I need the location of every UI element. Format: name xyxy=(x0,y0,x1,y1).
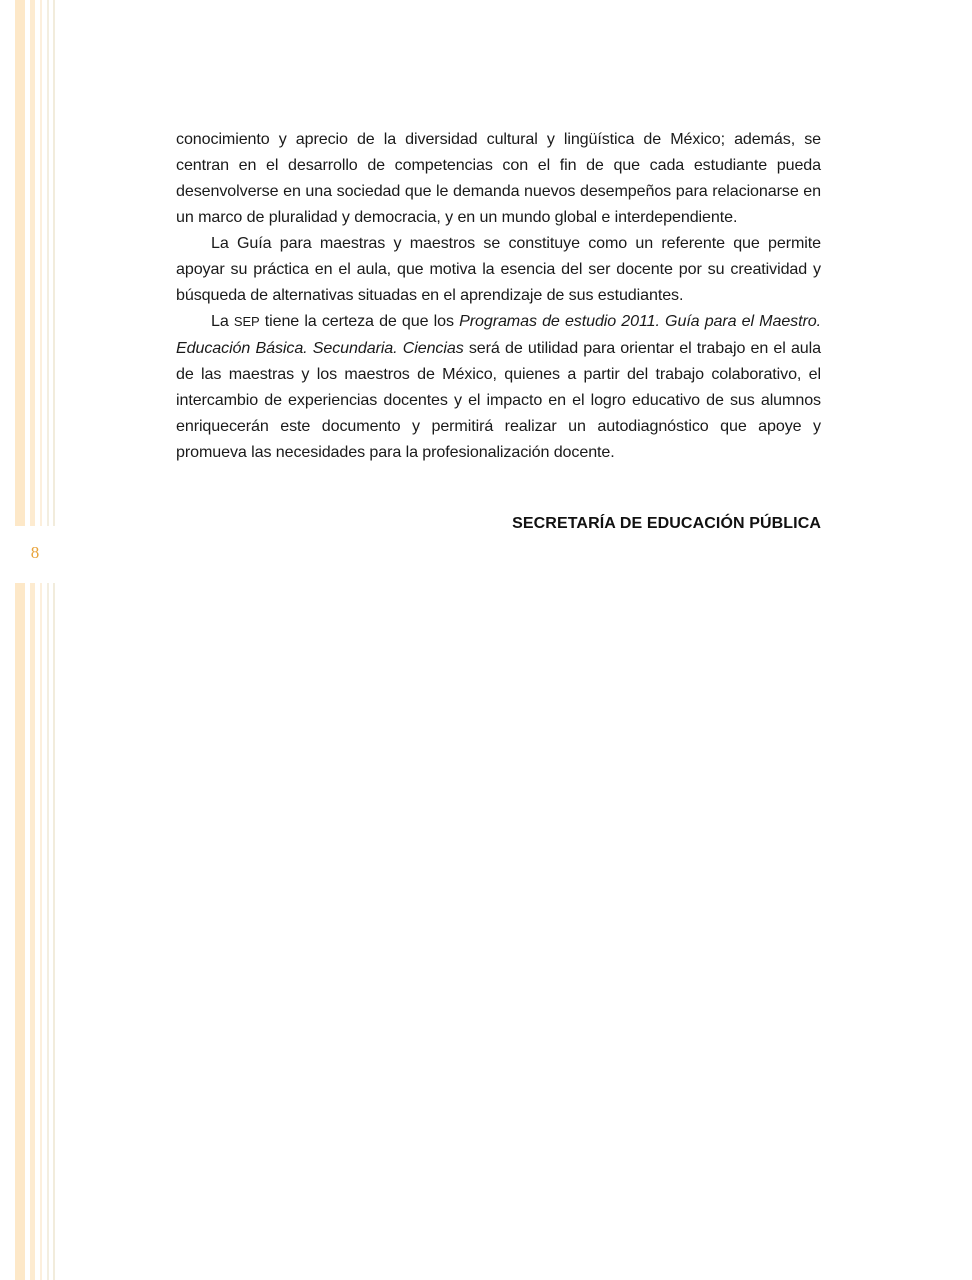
margin-stripe xyxy=(47,0,49,1280)
decorative-margin-stripes xyxy=(0,0,62,1280)
signature: SECRETARÍA DE EDUCACIÓN PÚBLICA xyxy=(512,515,821,532)
margin-stripe xyxy=(40,0,42,1280)
paragraph-2: La Guía para maestras y maestros se constituye como un referente que permite apoyar su práctica en el aula, que motiva la esencia del ser docente por su creatividad y búsqueda de alternativas situadas en el aprendizaje de sus estudiantes. xyxy=(176,234,821,304)
paragraph-3-pre: La xyxy=(211,312,234,330)
margin-stripe xyxy=(30,0,35,1280)
paragraph-1: conocimiento y aprecio de la diversidad cultural y lingüística de México; además, se centran en el desarrollo de competencias con el fin de que cada estudiante pueda desenvolverse en una sociedad que le demanda nuevos desempeños para relacionarse en un marco de pluralidad y democracia, y en un mundo global e interdependiente. xyxy=(176,130,821,226)
publication-title: Programas de estudio 2011. Guía para el Maestro. Educación Básica. Secundaria. Ciencias xyxy=(176,312,821,357)
paragraph-3-post: será de utilidad para orientar el trabajo en el aula de las maestras y los maestros de México, quienes a partir del trabajo colaborativo, el intercambio de experiencias docentes y el impacto en el logro educativo de sus alumnos enriquecerán este documento y permitirá realizar un autodiagnóstico que apoye y promueva las necesidades para la profesionalización docente. xyxy=(176,339,821,461)
margin-stripe xyxy=(15,0,25,1280)
sep-acronym: SEP xyxy=(233,314,260,329)
page-number: 8 xyxy=(30,543,40,562)
paragraph-3 xyxy=(176,308,821,465)
document-body xyxy=(176,126,821,465)
margin-stripe xyxy=(53,0,55,1280)
paragraph-3-mid: tiene la certeza de que los xyxy=(259,312,460,330)
